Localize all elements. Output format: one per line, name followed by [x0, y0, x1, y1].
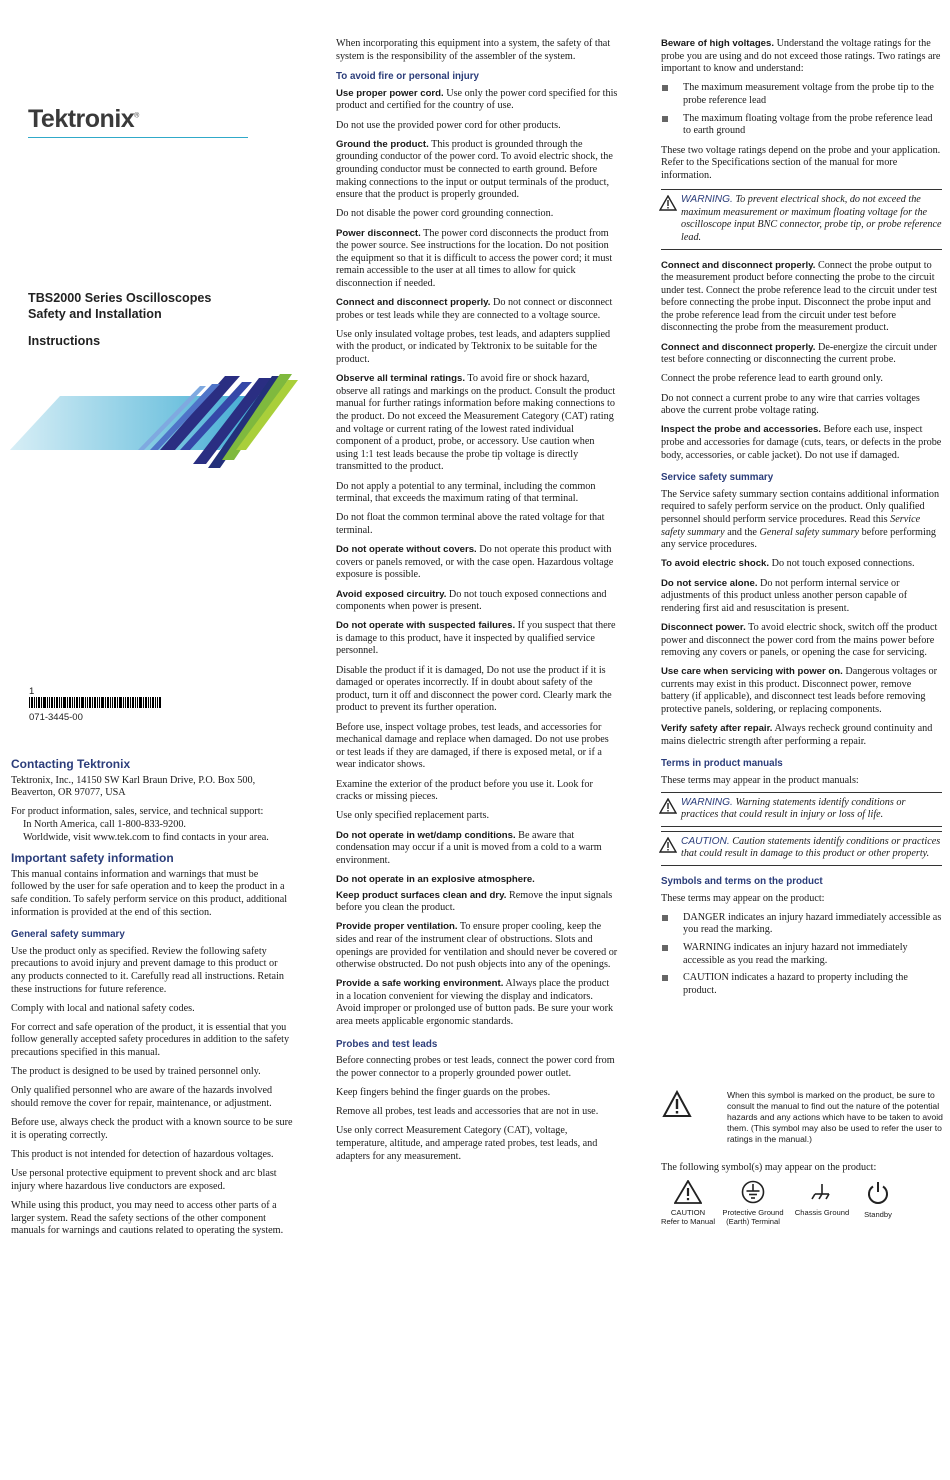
probes-para-4: Use only correct Measurement Category (CAT), voltage, temperature, altitude, and amperage rated probes, test leads, and adapters for any measurement. — [336, 1125, 598, 1162]
general-p2: Comply with local and national safety codes. — [11, 1002, 195, 1014]
general-p1: Use the product only as specified. Review the following safety precautions to avoid injury and prevent damage to this product or any products connected to it. Carefully read all instructions. Retain these instructions for future reference. — [11, 945, 285, 995]
general-p5: Only qualified personnel who are aware of the hazards involved should remove the cover for repair, maintenance, or adjustment. — [11, 1085, 273, 1110]
terms-intro: These terms may appear in the product manuals: — [661, 775, 859, 787]
fire-heading: To avoid fire or personal injury — [336, 71, 479, 83]
explosive-para: Do not operate in an explosive atmosphere. — [336, 873, 535, 885]
warning-triangle-icon — [659, 798, 677, 814]
list-item: WARNING indicates an injury hazard not immediately accessible as you read the marking. — [661, 942, 942, 967]
important-intro: This manual contains information and warnings that must be followed by the user for safe operation and to keep the product in a safe condition. To safely perform service on this product, additional information is provided at the end of this section. — [11, 868, 288, 918]
important-heading: Important safety information — [11, 851, 174, 866]
ground-para-2: Do not disable the power cord grounding connection. — [336, 208, 554, 220]
terms-heading: Terms in product manuals — [661, 758, 783, 770]
terminal-para-2: Do not apply a potential to any terminal, including the common terminal, that exceeds the maximum rating of that terminal. — [336, 480, 596, 505]
cord-para: Use proper power cord. Use only the power cord specified for this product and certified for the country of use. — [336, 87, 618, 112]
connect-para-2: Use only insulated voltage probes, test leads, and adapters supplied with the product, or indicated by Tektronix to be suitable for the product. — [336, 328, 611, 366]
failures-para-2: Disable the product if it is damaged, Do not use the product if it is damaged or operates incorrectly. If in doubt about safety of the product, turn it off and disconnect the power cord. Clearly mark the product to prevent its further operation. — [336, 664, 612, 714]
document-subtitle: Instructions — [28, 334, 101, 348]
symbols-heading: Symbols and terms on the product — [661, 876, 823, 887]
clean-para: Keep product surfaces clean and dry. Remove the input signals before you clean the product. — [336, 889, 613, 914]
cover-graphic — [10, 368, 300, 478]
service-intro: The Service safety summary section contains additional information required to safely perform service on the product. Only qualified personnel should perform service procedures. Read this Service safety summary and the General safety summary before performing any service procedures. — [661, 488, 940, 551]
care-power-para: Use care when servicing with power on. Dangerous voltages or currents may exist in this product. Disconnect power, remove battery (if applicable), and disconnect test leads before removing protective panels, soldering, or replacing components. — [661, 666, 938, 716]
probes-para-1: Before connecting probes or test leads, connect the power cord from the power connector to a properly grounded power outlet. — [336, 1055, 615, 1079]
column-3 — [661, 38, 942, 1004]
symbols-intro: These terms may appear on the product: — [661, 892, 825, 904]
verify-para: Verify safety after repair. Always recheck ground continuity and mains dielectric strength after performing a repair. — [661, 723, 933, 747]
disconnect-para: Power disconnect. The power cord disconnects the product from the power source. See instructions for the location. Do not position the equipment so that it is difficult to access the power cord; it must remain accessible to the user at all times to allow for quick disconnection if needed. — [336, 227, 613, 289]
list-item: DANGER indicates an injury hazard immediately accessible as you read the marking. — [661, 912, 942, 937]
general-p4: The product is designed to be used by trained personnel only. — [11, 1066, 261, 1078]
warning-triangle-icon — [659, 195, 677, 211]
circuitry-para: Avoid exposed circuitry. Do not touch exposed connections and components when power is present. — [336, 588, 607, 613]
probe-connect-para: Connect and disconnect properly. Connect the probe output to the measurement product before connecting the probe to the circuit under test. Connect the probe reference lead to the circuit under test before connecting the probe input. Disconnect the probe input and the probe reference lead from the circuit under test before disconnecting the probe from the measurement product. — [661, 259, 938, 334]
following-symbols: The following symbol(s) may appear on the product: — [661, 1162, 877, 1173]
high-voltage-para-2: These two voltage ratings depend on the probe and your application. Refer to the Specifications section of the manual for more information. — [661, 144, 941, 181]
protective-ground-icon — [740, 1180, 766, 1204]
failures-para-3: Before use, inspect voltage probes, test leads, and accessories for mechanical damage and replace when damaged. Do not use probes or test leads if they are damaged, if there is exposed metal, or if a wear indicator shows. — [336, 721, 609, 771]
symbol-caution: CAUTION Refer to Manual — [660, 1180, 716, 1226]
list-item: The maximum floating voltage from the probe reference lead to earth ground — [661, 113, 942, 138]
caution-triangle-icon — [659, 837, 677, 853]
list-item: The maximum measurement voltage from the probe tip to the probe reference lead — [661, 82, 942, 107]
barcode — [29, 697, 161, 708]
chassis-ground-icon — [809, 1180, 835, 1204]
contact-heading: Contacting Tektronix — [11, 757, 131, 771]
probe-connect-para-2: Connect and disconnect properly. De-energize the circuit under test before connecting or disconnecting the current probe. — [661, 341, 937, 366]
general-p3: For correct and safe operation of the product, it is essential that you follow generally accepted safety procedures in addition to the safety precautions specified in this manual. — [11, 1021, 290, 1059]
symbols-list — [661, 912, 942, 998]
caution-triangle-icon — [674, 1180, 702, 1204]
service-alone-para: Do not service alone. Do not perform internal service or adjustments of this product unless another person capable of rendering first aid and resuscitation is present. — [661, 577, 908, 614]
document-title: TBS2000 Series Oscilloscopes Safety and Installation — [28, 291, 212, 321]
failures-para-4: Examine the exterior of the product before you use it. Look for cracks or missing pieces. — [336, 778, 593, 803]
symbol-chassis-ground: Chassis Ground — [792, 1180, 852, 1217]
ground-para: Ground the product. This product is grounded through the grounding conductor of the power cord. To avoid electric shock, the grounding conductor must be connected to earth ground. Before making connections to the input or output terminals of the product, ensure that the product is properly grounded. — [336, 138, 613, 201]
contact-support: For product information, sales, service, and technical support: In North America, call 1-800-833-9200. Worldwide, visit www.tek.com to find contacts in your area. — [11, 806, 269, 843]
part-number: 071-3445-00 — [29, 712, 83, 723]
general-p6: Before use, always check the product with a known source to be sure it is operating correctly. — [11, 1117, 293, 1141]
probes-heading: Probes and test leads — [336, 1038, 438, 1050]
column-2 — [336, 38, 618, 1170]
tektronix-logo: Tektronix® — [28, 105, 139, 133]
disconnect-power-para: Disconnect power. To avoid electric shock, switch off the product power and disconnect the power cord from the mains power before removing any covers or panels, or opening the case for servicing. — [661, 621, 938, 659]
column-1 — [11, 758, 293, 1244]
probe-connect-para-3: Connect the probe reference lead to earth ground only. — [661, 373, 883, 385]
terminal-para-3: Do not float the common terminal above the rated voltage for that terminal. — [336, 512, 605, 536]
symbol-standby: Standby — [856, 1180, 900, 1219]
warning-box-1: WARNING. To prevent electrical shock, do not exceed the maximum measurement or maximum floating voltage for the oscilloscope input BNC connector, probe tip, or probe reference lead. — [661, 189, 942, 249]
warning-triangle-icon — [662, 1090, 692, 1118]
symbol-legend — [660, 1180, 950, 1240]
failures-para-5: Use only specified replacement parts. — [336, 810, 490, 822]
ventilation-para: Provide proper ventilation. To ensure proper cooling, keep the sides and rear of the instrument clear of obstructions. Slots and openings are provided for ventilation and should never be covered or otherwise obstructed. Do not push objects into any of the openings. — [336, 921, 618, 971]
high-voltage-list — [661, 82, 942, 137]
logo-rule — [28, 137, 248, 138]
warning-box-2: WARNING. Warning statements identify conditions or practices that could result in injury or loss of life. — [661, 792, 942, 827]
barcode-index: 1 — [29, 686, 35, 697]
inspect-para: Inspect the probe and accessories. Before each use, inspect probe and accessories for damage (cuts, tears, or defects in the probe body, accessories, or cable jacket). Do not use if damaged. — [661, 424, 942, 461]
contact-address: Tektronix, Inc., 14150 SW Karl Braun Drive, P.O. Box 500, Beaverton, OR 97077, USA — [11, 774, 256, 799]
connect-para: Connect and disconnect properly. Do not connect or disconnect probes or test leads while they are connected to a voltage source. — [336, 297, 613, 321]
general-p7: This product is not intended for detection of hazardous voltages. — [11, 1149, 274, 1160]
cord-para-2: Do not use the provided power cord for other products. — [336, 119, 561, 131]
general-p8: Use personal protective equipment to prevent shock and arc blast injury where hazardous live conductors are exposed. — [11, 1168, 277, 1192]
general-heading: General safety summary — [11, 929, 125, 941]
caution-box: CAUTION. Caution statements identify conditions or practices that could result in damage to this product or other property. — [661, 831, 942, 866]
probes-para-3: Remove all probes, test leads and accessories that are not in use. — [336, 1106, 599, 1118]
standby-power-icon — [865, 1180, 891, 1206]
wet-para: Do not operate in wet/damp conditions. Be aware that condensation may occur if a unit is moved from a cold to a warm environment. — [336, 829, 602, 866]
system-intro: When incorporating this equipment into a system, the safety of that system is the responsibility of the assembler of the system. — [336, 38, 611, 62]
high-voltage-para: Beware of high voltages. Understand the voltage ratings for the probe you are using and do not exceed those ratings. Two ratings are important to know and understand: — [661, 38, 941, 75]
general-p9: While using this product, you may need to access other parts of a larger system. Read the safety sections of the other component manuals for warnings and cautions related to operating the system. — [11, 1199, 284, 1237]
probes-para-2: Keep fingers behind the finger guards on the probes. — [336, 1087, 551, 1099]
service-heading: Service safety summary — [661, 472, 774, 484]
environment-para: Provide a safe working environment. Always place the product in a location convenient for viewing the display and indicators. Avoid improper or prolonged use of button pads. Be sure your work area meets applicable ergonomic standards. — [336, 978, 614, 1028]
terminal-para: Observe all terminal ratings. To avoid fire or shock hazard, observe all ratings and markings on the product. Consult the product manual for further ratings information before making connections to the product. Do not exceed the Measurement Category (CAT) rating and voltage or current rating of the lowest rated individual component of a product, probe, or accessory. Use caution when using 1:1 test leads because the probe tip voltage is directly transmitted to the product. — [336, 373, 616, 473]
symbol-note-text: When this symbol is marked on the product, be sure to consult the manual to find out the nature of the potential hazards and any actions which have to be taken to avoid them. (This symbol may also be used to refer the user to ratings in the manual.) — [727, 1090, 943, 1144]
covers-para: Do not operate without covers. Do not operate this product with covers or panels removed, or with the case open. Hazardous voltage exposure is possible. — [336, 544, 614, 581]
failures-para: Do not operate with suspected failures. If you suspect that there is damage to this product, have it inspected by qualified service personnel. — [336, 620, 616, 657]
probe-connect-para-4: Do not connect a current probe to any wire that carries voltages above the current probe voltage rating. — [661, 392, 920, 417]
list-item: CAUTION indicates a hazard to property including the product. — [661, 972, 942, 997]
symbol-protective-ground: Protective Ground (Earth) Terminal — [720, 1180, 786, 1226]
electric-shock-para: To avoid electric shock. Do not touch exposed connections. — [661, 558, 915, 570]
